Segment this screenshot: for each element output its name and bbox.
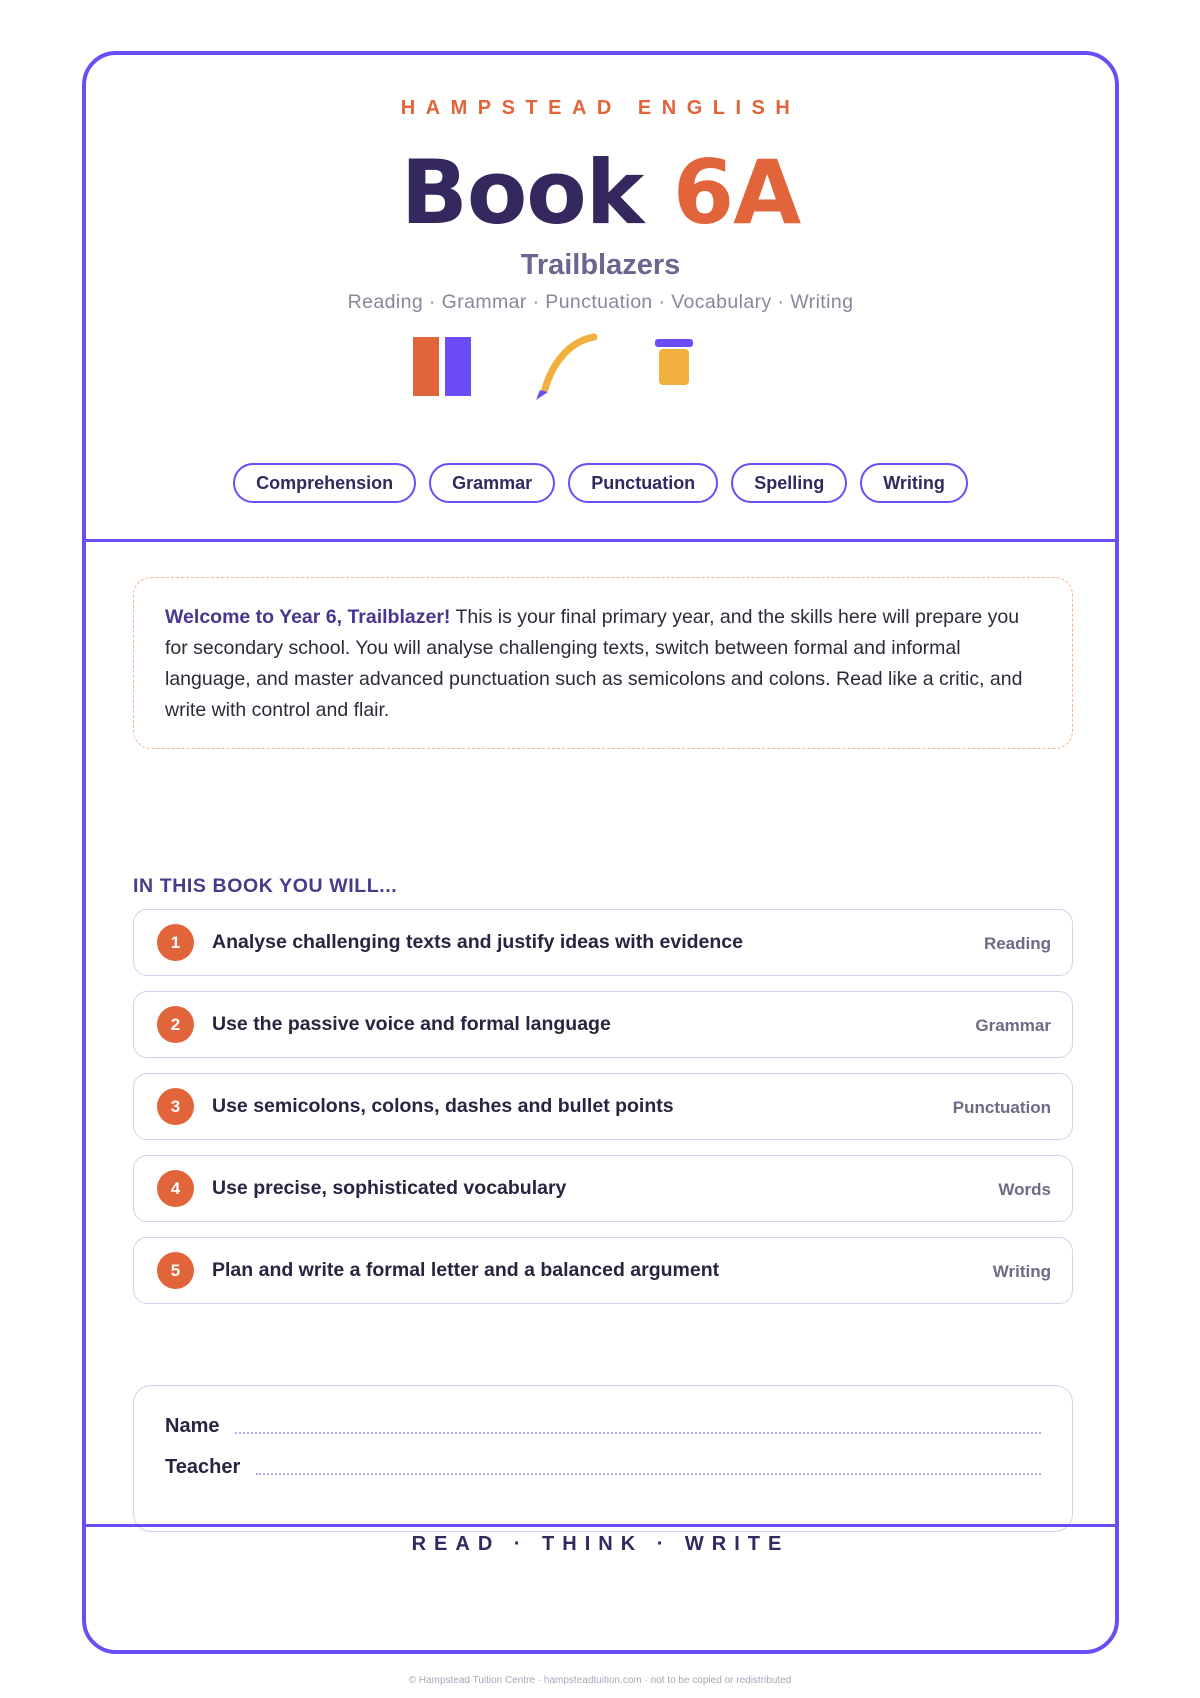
footer-motto: READ · THINK · WRITE bbox=[411, 1533, 790, 1555]
goal-number-badge: 1 bbox=[157, 924, 194, 961]
book-subtitle: Trailblazers bbox=[520, 249, 681, 281]
pill-punctuation: Punctuation bbox=[568, 463, 718, 503]
teacher-row bbox=[165, 1456, 1041, 1479]
goal-number-badge: 5 bbox=[157, 1252, 194, 1289]
pencil-icon bbox=[531, 333, 601, 403]
pill-comprehension: Comprehension bbox=[233, 463, 416, 503]
goal-item bbox=[133, 1155, 1073, 1222]
goal-item bbox=[133, 1237, 1073, 1304]
goal-tag: Reading bbox=[983, 934, 1051, 953]
goal-tag: Grammar bbox=[975, 1016, 1051, 1035]
goal-tag: Words bbox=[998, 1180, 1051, 1199]
name-write-line[interactable] bbox=[235, 1432, 1041, 1434]
teacher-write-line[interactable] bbox=[256, 1473, 1041, 1475]
student-details-card bbox=[133, 1385, 1073, 1532]
welcome-body: This is your final primary year, and the skills here will prepare you for secondary school. You will analyse challenging texts, switch between formal and informal language, and master advanced punctuation such as semicolons and colons. Read like a critic, and write with control and flair. bbox=[165, 606, 1023, 721]
goal-text: Use precise, sophisticated vocabulary bbox=[212, 1177, 567, 1199]
teacher-label: Teacher bbox=[165, 1456, 241, 1478]
goal-item bbox=[133, 991, 1073, 1058]
topic-pills bbox=[86, 463, 1115, 503]
welcome-lead: Welcome to Year 6, Trailblazer! bbox=[165, 606, 451, 628]
pill-grammar: Grammar bbox=[429, 463, 555, 503]
goal-text: Analyse challenging texts and justify ideas with evidence bbox=[212, 931, 743, 953]
goal-item bbox=[133, 1073, 1073, 1140]
book-code: 6A bbox=[672, 141, 801, 244]
goal-number-badge: 4 bbox=[157, 1170, 194, 1207]
goals-list bbox=[133, 909, 1073, 1319]
goal-tag: Writing bbox=[992, 1262, 1051, 1281]
goal-text: Use semicolons, colons, dashes and bullet points bbox=[212, 1095, 674, 1117]
brand-name: HAMPSTEAD ENGLISH bbox=[400, 97, 801, 119]
goal-tag: Punctuation bbox=[952, 1098, 1051, 1117]
copyright-notice: © Hampstead Tuition Centre · hampsteadtuition.com · not to be copied or redistributed bbox=[408, 1675, 792, 1686]
name-row bbox=[165, 1415, 1041, 1438]
strand-list: Reading · Grammar · Punctuation · Vocabulary · Writing bbox=[347, 291, 854, 313]
book-title-prefix: Book bbox=[400, 141, 644, 244]
footer-divider bbox=[86, 1524, 1115, 1527]
goal-item bbox=[133, 909, 1073, 976]
welcome-box bbox=[133, 577, 1073, 749]
books-icon bbox=[409, 335, 473, 399]
glue-stick-icon bbox=[652, 337, 696, 389]
goal-text: Plan and write a formal letter and a balanced argument bbox=[212, 1259, 720, 1281]
name-label: Name bbox=[165, 1415, 220, 1437]
goals-heading: IN THIS BOOK YOU WILL... bbox=[133, 875, 398, 897]
goal-number-badge: 3 bbox=[157, 1088, 194, 1125]
goal-number-badge: 2 bbox=[157, 1006, 194, 1043]
book-cover-frame bbox=[82, 51, 1119, 1654]
header-divider bbox=[86, 539, 1115, 542]
pill-writing: Writing bbox=[860, 463, 968, 503]
pill-spelling: Spelling bbox=[731, 463, 847, 503]
goal-text: Use the passive voice and formal language bbox=[212, 1013, 611, 1035]
book-title bbox=[86, 143, 1115, 243]
